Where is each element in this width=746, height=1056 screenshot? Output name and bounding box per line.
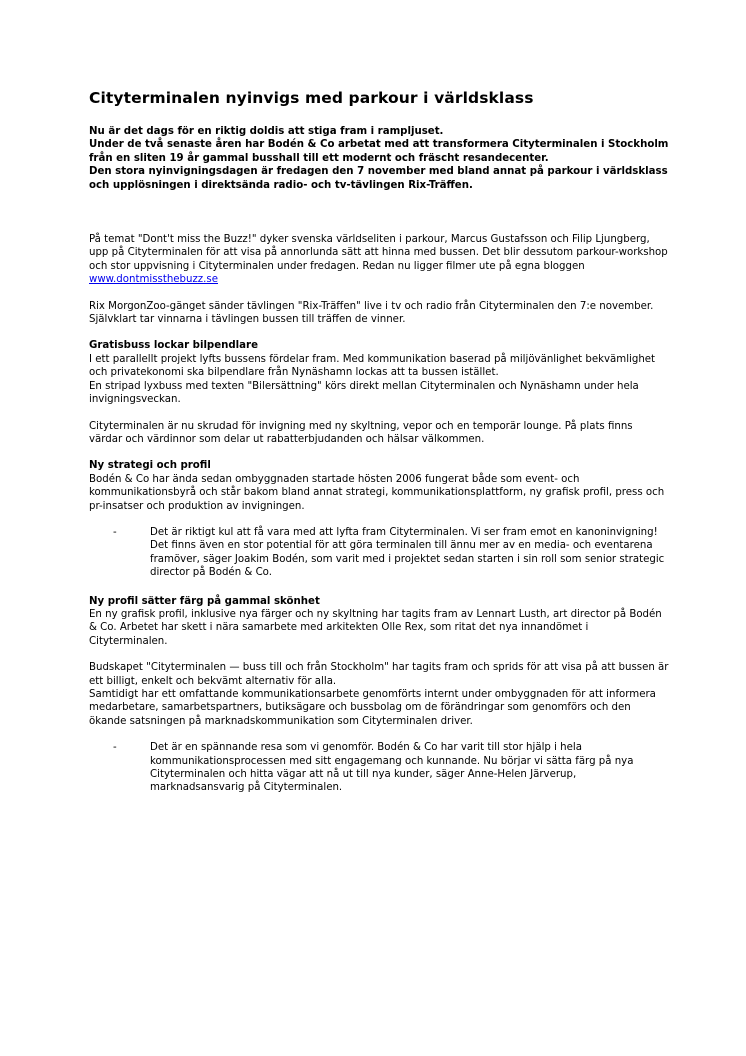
section-heading-strategi: Ny strategi och profil — [89, 460, 211, 472]
paragraph-rix: Rix MorgonZoo-gänget sänder tävlingen "Rix-Träffen" live i tv och radio från Cityterminalen den 7:e november. Självklart tar vinnarna i tävlingen bussen till träffen de vinner. — [89, 300, 654, 326]
lead-paragraph — [89, 125, 669, 192]
paragraph-invigning: Cityterminalen är nu skrudad för invigning med ny skyltning, vepor och en temporär lounge. På plats finns värdar och värdinnor som delar ut rabatterbjudanden och hälsar välkommen. — [89, 420, 633, 445]
paragraph-budskapet — [89, 661, 669, 728]
lead-line-3: Den stora nyinvigningsdagen är fredagen den 7 november med bland annat på parkour i världsklass och upplösningen i direktsända radio- och tv-tävlingen Rix-Träffen. — [89, 166, 668, 191]
lead-line-2: Under de två senaste åren har Bodén & Co arbetat med att transformera Cityterminalen i Stockholm från en sliten 19 år gammal busshall till ett modernt och fräscht resandecenter. — [89, 139, 669, 164]
section-gratisbuss-line-1: I ett parallellt projekt lyfts bussens fördelar fram. Med kommunikation baserad på miljövänlighet bekvämlighet och privatekonomi ska bilpendlare från Nynäshamn lockas att ta bussen istället. — [89, 353, 656, 379]
paragraph-parkour-text: På temat "Dont't miss the Buzz!" dyker svenska världseliten i parkour, Marcus Gustafsson och Filip Ljungberg, upp på Cityterminalen för att visa på annorlunda sätt att hinna med bussen. Det blir dessutom parkour-workshop och stor uppvisning i Cityterminalen under fredagen. Redan nu ligger filmer ute på egna bloggen — [89, 234, 668, 272]
blog-link[interactable]: www.dontmissthebuzz.se — [89, 274, 218, 286]
quote-jarverup — [89, 741, 669, 795]
section-strategi — [89, 459, 669, 513]
section-heading-profil: Ny profil sätter färg på gammal skönhet — [89, 595, 320, 607]
paragraph-budskapet-line-2: Samtidigt har ett omfattande kommunikationsarbete genomförts internt under ombyggnaden för att informera medarbetare, samarbetspartners, butiksägare och bussbolag om de förändringar som genomförs och den ökande satsningen på marknadskommunikation som Cityterminalen driver. — [89, 689, 656, 727]
quote-dash: - — [113, 742, 117, 754]
section-strategi-text: Bodén & Co har ända sedan ombyggnaden startade hösten 2006 fungerat både som event- och kommunikationsbyrå och står bakom bland annat strategi, kommunikationsplattform, ny grafisk profil, press och pr-insatser och produktion av invigningen. — [89, 473, 665, 512]
quote-bodén — [89, 526, 669, 580]
quote-jarverup-text: Det är en spännande resa som vi genomför. Bodén & Co har varit till stor hjälp i hela kommunikationsprocessen med sitt engagemang och kunnande. Nu börjar vi sätta färg på nya Cityterminalen och hitta vägar att nå ut till nya kunder, säger Anne-Helen Järverup, marknadsansvarig på Cityterminalen. — [150, 742, 634, 794]
paragraph-parkour — [89, 233, 669, 287]
lead-line-1: Nu är det dags för en riktig doldis att stiga fram i rampljuset. — [89, 126, 444, 137]
section-profil — [89, 595, 669, 649]
quote-bodén-text: Det är riktigt kul att få vara med att lyfta fram Cityterminalen. Vi ser fram emot en kanoninvigning! Det finns även en stor potential för att göra terminalen till ännu mer av en media- och eventarena framöver, säger Joakim Bodén, som varit med i projektet sedan starten i sin roll som senior strategic director på Bodén & Co. — [150, 526, 665, 579]
section-gratisbuss — [89, 339, 669, 406]
document-title: Cityterminalen nyinvigs med parkour i världsklass — [89, 89, 534, 107]
paragraph-budskapet-line-1: Budskapet "Cityterminalen — buss till och från Stockholm" har tagits fram och sprids för att visa på att bussen är ett billigt, enkelt och bekvämt alternativ för alla. — [89, 662, 669, 687]
section-heading-gratisbuss: Gratisbuss lockar bilpendlare — [89, 340, 258, 352]
section-profil-text: En ny grafisk profil, inklusive nya färger och ny skyltning har tagits fram av Lennart Lusth, art director på Bodén & Co. Arbetet har skett i nära samarbete med arkitekten Olle Rex, som ritat det nya innandömet i Cityterminalen. — [89, 608, 662, 647]
quote-dash: - — [113, 526, 117, 538]
document-page — [89, 88, 669, 810]
section-gratisbuss-line-2: En stripad lyxbuss med texten "Bilersättning" körs direkt mellan Cityterminalen och Nynäshamn under hela invigningsveckan. — [89, 380, 639, 406]
